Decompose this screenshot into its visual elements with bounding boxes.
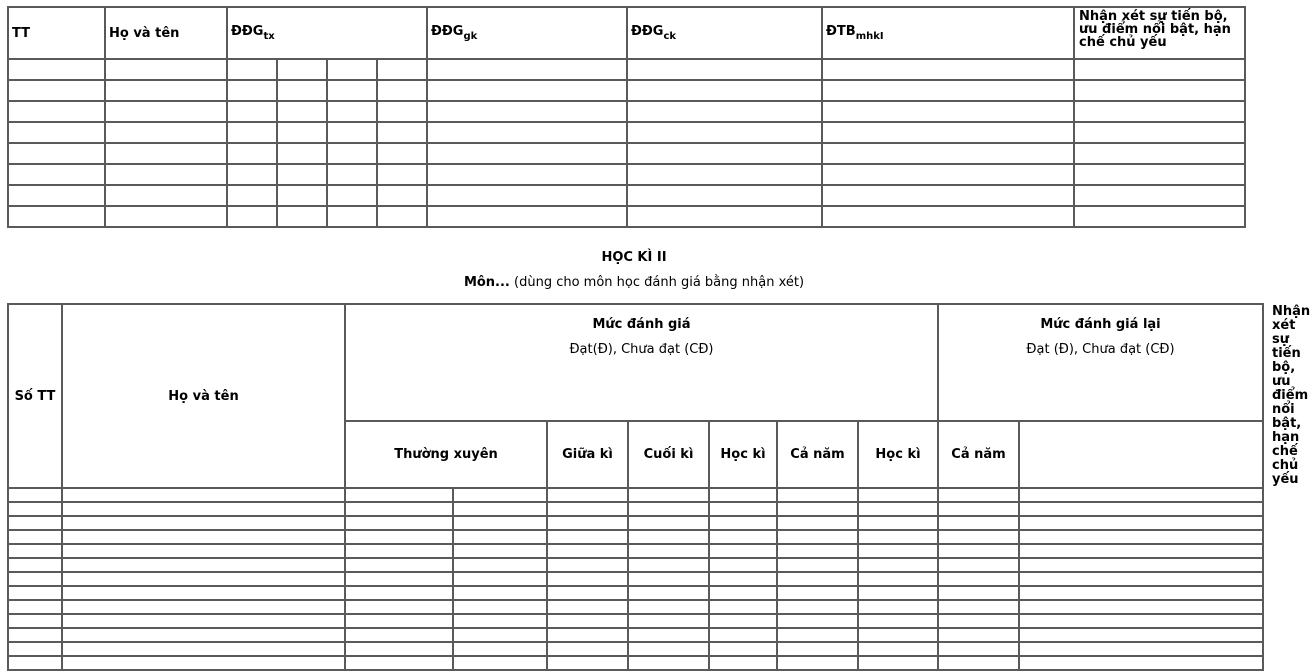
empty-cell bbox=[938, 572, 1019, 586]
empty-cell bbox=[777, 572, 858, 586]
empty-cell bbox=[1019, 600, 1263, 614]
empty-cell bbox=[1019, 544, 1263, 558]
header-full-name: Họ và tên bbox=[62, 304, 345, 488]
empty-cell bbox=[345, 642, 453, 656]
table-row bbox=[8, 185, 1245, 206]
empty-cell bbox=[62, 586, 345, 600]
empty-cell bbox=[227, 206, 277, 227]
empty-cell bbox=[822, 185, 1074, 206]
empty-cell bbox=[858, 516, 938, 530]
table-row bbox=[8, 488, 1263, 502]
empty-cell bbox=[1074, 80, 1245, 101]
empty-cell bbox=[62, 558, 345, 572]
empty-cell bbox=[8, 101, 105, 122]
empty-cell bbox=[938, 614, 1019, 628]
header-stt: Số TT bbox=[8, 304, 62, 488]
empty-cell bbox=[547, 614, 628, 628]
table-row bbox=[8, 544, 1263, 558]
empty-cell bbox=[628, 642, 709, 656]
empty-cell bbox=[709, 544, 777, 558]
empty-cell bbox=[327, 101, 377, 122]
empty-cell bbox=[8, 143, 105, 164]
empty-cell bbox=[105, 206, 227, 227]
semester2-evaluation-table bbox=[7, 303, 1310, 671]
empty-cell bbox=[427, 80, 627, 101]
empty-cell bbox=[1019, 642, 1263, 656]
header-ddg-gk bbox=[427, 7, 627, 59]
table-row bbox=[8, 101, 1245, 122]
empty-cell bbox=[547, 516, 628, 530]
empty-cell bbox=[777, 614, 858, 628]
empty-cell bbox=[8, 488, 62, 502]
empty-cell bbox=[858, 656, 938, 670]
empty-cell bbox=[327, 80, 377, 101]
empty-cell bbox=[777, 516, 858, 530]
header-reevaluation-level bbox=[938, 304, 1263, 421]
empty-cell bbox=[105, 101, 227, 122]
empty-cell bbox=[627, 80, 822, 101]
empty-cell bbox=[858, 572, 938, 586]
empty-cell bbox=[1019, 488, 1263, 502]
empty-cell bbox=[62, 600, 345, 614]
empty-cell bbox=[858, 600, 938, 614]
empty-cell bbox=[327, 122, 377, 143]
empty-cell bbox=[1019, 586, 1263, 600]
ck-subscript: ck bbox=[663, 31, 677, 42]
empty-cell bbox=[8, 600, 62, 614]
empty-cell bbox=[1074, 185, 1245, 206]
empty-cell bbox=[453, 600, 547, 614]
empty-cell bbox=[547, 544, 628, 558]
empty-cell bbox=[777, 502, 858, 516]
empty-cell bbox=[277, 122, 327, 143]
empty-cell bbox=[8, 656, 62, 670]
empty-cell bbox=[709, 530, 777, 544]
table-row bbox=[8, 656, 1263, 670]
empty-cell bbox=[62, 628, 345, 642]
empty-cell bbox=[628, 628, 709, 642]
dtb-label: ĐTB bbox=[826, 24, 856, 39]
empty-cell bbox=[822, 101, 1074, 122]
table-row bbox=[8, 600, 1263, 614]
empty-cell bbox=[8, 530, 62, 544]
empty-cell bbox=[709, 572, 777, 586]
header-comment: Nhận xét sự tiến bộ, ưu điểm nổi bật, hạn chế chủ yếu bbox=[1074, 7, 1245, 59]
empty-cell bbox=[938, 642, 1019, 656]
empty-cell bbox=[627, 101, 822, 122]
empty-cell bbox=[345, 502, 453, 516]
empty-cell bbox=[822, 206, 1074, 227]
empty-cell bbox=[227, 143, 277, 164]
empty-cell bbox=[453, 614, 547, 628]
empty-cell bbox=[777, 600, 858, 614]
empty-cell bbox=[858, 530, 938, 544]
empty-cell bbox=[1019, 628, 1263, 642]
empty-cell bbox=[62, 488, 345, 502]
empty-cell bbox=[277, 101, 327, 122]
empty-cell bbox=[822, 143, 1074, 164]
empty-cell bbox=[345, 544, 453, 558]
empty-cell bbox=[709, 558, 777, 572]
empty-cell bbox=[62, 502, 345, 516]
empty-cell bbox=[858, 488, 938, 502]
table-row bbox=[8, 586, 1263, 600]
empty-cell bbox=[62, 642, 345, 656]
empty-cell bbox=[227, 101, 277, 122]
table-row bbox=[8, 642, 1263, 656]
reevaluation-level-label: Mức đánh giá lại bbox=[1040, 317, 1161, 332]
empty-cell bbox=[453, 586, 547, 600]
empty-cell bbox=[345, 572, 453, 586]
empty-cell bbox=[1074, 206, 1245, 227]
empty-cell bbox=[427, 101, 627, 122]
empty-cell bbox=[547, 600, 628, 614]
table1-body bbox=[8, 59, 1245, 227]
empty-cell bbox=[327, 59, 377, 80]
semester1-grade-table bbox=[7, 6, 1246, 228]
empty-cell bbox=[453, 516, 547, 530]
empty-cell bbox=[427, 143, 627, 164]
empty-cell bbox=[777, 530, 858, 544]
empty-cell bbox=[377, 185, 427, 206]
empty-cell bbox=[1074, 101, 1245, 122]
empty-cell bbox=[453, 502, 547, 516]
empty-cell bbox=[709, 614, 777, 628]
empty-cell bbox=[105, 122, 227, 143]
empty-cell bbox=[453, 530, 547, 544]
empty-cell bbox=[628, 614, 709, 628]
empty-cell bbox=[227, 185, 277, 206]
empty-cell bbox=[427, 59, 627, 80]
empty-cell bbox=[1019, 558, 1263, 572]
empty-cell bbox=[227, 164, 277, 185]
subject-note: (dùng cho môn học đánh giá bằng nhận xét) bbox=[509, 275, 805, 290]
empty-cell bbox=[8, 572, 62, 586]
empty-cell bbox=[62, 544, 345, 558]
empty-cell bbox=[628, 586, 709, 600]
table1-header-row bbox=[8, 7, 1245, 59]
empty-cell bbox=[627, 164, 822, 185]
empty-cell bbox=[62, 530, 345, 544]
empty-cell bbox=[105, 185, 227, 206]
empty-cell bbox=[327, 143, 377, 164]
empty-cell bbox=[1019, 572, 1263, 586]
table-row bbox=[8, 628, 1263, 642]
table2-header-row-1: Số TT Họ và tên Mức đánh giá Đạt(Đ), Chưa đạt (CĐ) Mức đánh giá lại Đạt (Đ), Chưa đạt (CĐ) Nhận xét sự tiến bộ, ưu điểm nổi bật, hạn chế chủ yếu bbox=[8, 304, 1263, 421]
empty-cell bbox=[938, 558, 1019, 572]
empty-cell bbox=[777, 656, 858, 670]
empty-cell bbox=[105, 80, 227, 101]
empty-cell bbox=[777, 544, 858, 558]
header-final: Cuối kì bbox=[628, 421, 709, 488]
empty-cell bbox=[8, 502, 62, 516]
empty-cell bbox=[627, 185, 822, 206]
header-midterm: Giữa kì bbox=[547, 421, 628, 488]
empty-cell bbox=[8, 185, 105, 206]
header-ddg-tx bbox=[227, 7, 427, 59]
tx-subscript: tx bbox=[263, 31, 275, 42]
empty-cell bbox=[377, 59, 427, 80]
empty-cell bbox=[427, 206, 627, 227]
empty-cell bbox=[453, 642, 547, 656]
header-year: Cả năm bbox=[777, 421, 858, 488]
empty-cell bbox=[377, 80, 427, 101]
empty-cell bbox=[62, 516, 345, 530]
empty-cell bbox=[709, 516, 777, 530]
empty-cell bbox=[709, 586, 777, 600]
empty-cell bbox=[8, 642, 62, 656]
ddg-label: ĐĐG bbox=[431, 24, 464, 39]
empty-cell bbox=[377, 122, 427, 143]
empty-cell bbox=[327, 164, 377, 185]
empty-cell bbox=[777, 488, 858, 502]
empty-cell bbox=[822, 122, 1074, 143]
empty-cell bbox=[628, 558, 709, 572]
empty-cell bbox=[547, 558, 628, 572]
empty-cell bbox=[105, 59, 227, 80]
empty-cell bbox=[377, 101, 427, 122]
empty-cell bbox=[277, 164, 327, 185]
empty-cell bbox=[8, 628, 62, 642]
empty-cell bbox=[1074, 122, 1245, 143]
header-evaluation-level bbox=[345, 304, 938, 421]
empty-cell bbox=[628, 600, 709, 614]
empty-cell bbox=[8, 122, 105, 143]
empty-cell bbox=[1019, 530, 1263, 544]
empty-cell bbox=[938, 628, 1019, 642]
empty-cell bbox=[777, 628, 858, 642]
semester2-title: HỌC KÌ II bbox=[601, 250, 667, 265]
empty-cell bbox=[377, 206, 427, 227]
empty-cell bbox=[345, 558, 453, 572]
empty-cell bbox=[709, 488, 777, 502]
empty-cell bbox=[327, 185, 377, 206]
empty-cell bbox=[8, 59, 105, 80]
table-row bbox=[8, 572, 1263, 586]
empty-cell bbox=[858, 628, 938, 642]
empty-cell bbox=[709, 642, 777, 656]
header-dtb-mhki bbox=[822, 7, 1074, 59]
empty-cell bbox=[453, 572, 547, 586]
empty-cell bbox=[858, 614, 938, 628]
empty-cell bbox=[628, 572, 709, 586]
empty-cell bbox=[938, 586, 1019, 600]
empty-cell bbox=[453, 488, 547, 502]
empty-cell bbox=[453, 558, 547, 572]
empty-cell bbox=[427, 122, 627, 143]
empty-cell bbox=[62, 614, 345, 628]
table-row bbox=[8, 206, 1245, 227]
empty-cell bbox=[427, 164, 627, 185]
header-regular: Thường xuyên bbox=[345, 421, 547, 488]
empty-cell bbox=[822, 164, 1074, 185]
mhki-subscript: mhkI bbox=[855, 31, 884, 42]
empty-cell bbox=[453, 544, 547, 558]
empty-cell bbox=[709, 600, 777, 614]
table-row bbox=[8, 143, 1245, 164]
empty-cell bbox=[377, 143, 427, 164]
empty-cell bbox=[345, 614, 453, 628]
empty-cell bbox=[858, 544, 938, 558]
empty-cell bbox=[62, 656, 345, 670]
empty-cell bbox=[277, 59, 327, 80]
reevaluation-scale: Đạt (Đ), Chưa đạt (CĐ) bbox=[1026, 342, 1175, 357]
empty-cell bbox=[858, 502, 938, 516]
header-ddg-ck bbox=[627, 7, 822, 59]
empty-cell bbox=[8, 164, 105, 185]
empty-cell bbox=[1074, 143, 1245, 164]
empty-cell bbox=[777, 642, 858, 656]
table-row bbox=[8, 164, 1245, 185]
table-row bbox=[8, 80, 1245, 101]
gk-subscript: gk bbox=[463, 31, 478, 42]
ddg-label: ĐĐG bbox=[231, 24, 264, 39]
empty-cell bbox=[628, 544, 709, 558]
empty-cell bbox=[1019, 656, 1263, 670]
empty-cell bbox=[1019, 614, 1263, 628]
empty-cell bbox=[628, 488, 709, 502]
empty-cell bbox=[547, 586, 628, 600]
empty-cell bbox=[547, 488, 628, 502]
table-row bbox=[8, 59, 1245, 80]
empty-cell bbox=[709, 628, 777, 642]
empty-cell bbox=[345, 628, 453, 642]
subject-prefix: Môn... bbox=[463, 275, 510, 290]
table2-body bbox=[8, 488, 1263, 670]
empty-cell bbox=[8, 206, 105, 227]
empty-cell bbox=[938, 488, 1019, 502]
empty-cell bbox=[1074, 164, 1245, 185]
empty-cell bbox=[327, 206, 377, 227]
empty-cell bbox=[1019, 502, 1263, 516]
empty-cell bbox=[858, 586, 938, 600]
empty-cell bbox=[547, 530, 628, 544]
empty-cell bbox=[822, 80, 1074, 101]
empty-cell bbox=[277, 206, 327, 227]
empty-cell bbox=[377, 164, 427, 185]
header-full-name: Họ và tên bbox=[105, 7, 227, 59]
empty-cell bbox=[709, 656, 777, 670]
evaluation-level-label: Mức đánh giá bbox=[592, 317, 691, 332]
empty-cell bbox=[105, 164, 227, 185]
empty-cell bbox=[345, 488, 453, 502]
empty-cell bbox=[938, 544, 1019, 558]
empty-cell bbox=[277, 80, 327, 101]
empty-cell bbox=[547, 642, 628, 656]
empty-cell bbox=[628, 502, 709, 516]
empty-cell bbox=[1074, 59, 1245, 80]
header-semester: Học kì bbox=[709, 421, 777, 488]
empty-cell bbox=[227, 80, 277, 101]
empty-cell bbox=[277, 143, 327, 164]
empty-cell bbox=[547, 628, 628, 642]
evaluation-scale: Đạt(Đ), Chưa đạt (CĐ) bbox=[569, 342, 714, 357]
empty-cell bbox=[345, 516, 453, 530]
empty-cell bbox=[628, 516, 709, 530]
table-row bbox=[8, 516, 1263, 530]
empty-cell bbox=[547, 656, 628, 670]
table-row bbox=[8, 614, 1263, 628]
table-row bbox=[8, 558, 1263, 572]
semester2-subtitle bbox=[0, 275, 1268, 290]
empty-cell bbox=[345, 656, 453, 670]
ddg-label: ĐĐG bbox=[631, 24, 664, 39]
empty-cell bbox=[8, 516, 62, 530]
empty-cell bbox=[453, 628, 547, 642]
empty-cell bbox=[8, 614, 62, 628]
empty-cell bbox=[345, 586, 453, 600]
empty-cell bbox=[777, 586, 858, 600]
empty-cell bbox=[777, 558, 858, 572]
empty-cell bbox=[938, 502, 1019, 516]
empty-cell bbox=[628, 530, 709, 544]
empty-cell bbox=[547, 502, 628, 516]
header-re-year: Cả năm bbox=[938, 421, 1019, 488]
empty-cell bbox=[277, 185, 327, 206]
empty-cell bbox=[345, 600, 453, 614]
empty-cell bbox=[547, 572, 628, 586]
header-tt: TT bbox=[8, 7, 105, 59]
table-row bbox=[8, 122, 1245, 143]
table-row bbox=[8, 530, 1263, 544]
empty-cell bbox=[427, 185, 627, 206]
empty-cell bbox=[627, 59, 822, 80]
empty-cell bbox=[453, 656, 547, 670]
empty-cell bbox=[858, 642, 938, 656]
empty-cell bbox=[8, 80, 105, 101]
table-row bbox=[8, 502, 1263, 516]
empty-cell bbox=[62, 572, 345, 586]
empty-cell bbox=[627, 122, 822, 143]
empty-cell bbox=[345, 530, 453, 544]
empty-cell bbox=[938, 530, 1019, 544]
empty-cell bbox=[8, 586, 62, 600]
empty-cell bbox=[627, 206, 822, 227]
empty-cell bbox=[858, 558, 938, 572]
empty-cell bbox=[1019, 516, 1263, 530]
empty-cell bbox=[8, 558, 62, 572]
empty-cell bbox=[938, 656, 1019, 670]
empty-cell bbox=[822, 59, 1074, 80]
empty-cell bbox=[709, 502, 777, 516]
empty-cell bbox=[8, 544, 62, 558]
empty-cell bbox=[105, 143, 227, 164]
empty-cell bbox=[227, 59, 277, 80]
empty-cell bbox=[938, 516, 1019, 530]
header-re-semester: Học kì bbox=[858, 421, 938, 488]
empty-cell bbox=[227, 122, 277, 143]
empty-cell bbox=[938, 600, 1019, 614]
empty-cell bbox=[627, 143, 822, 164]
empty-cell bbox=[628, 656, 709, 670]
